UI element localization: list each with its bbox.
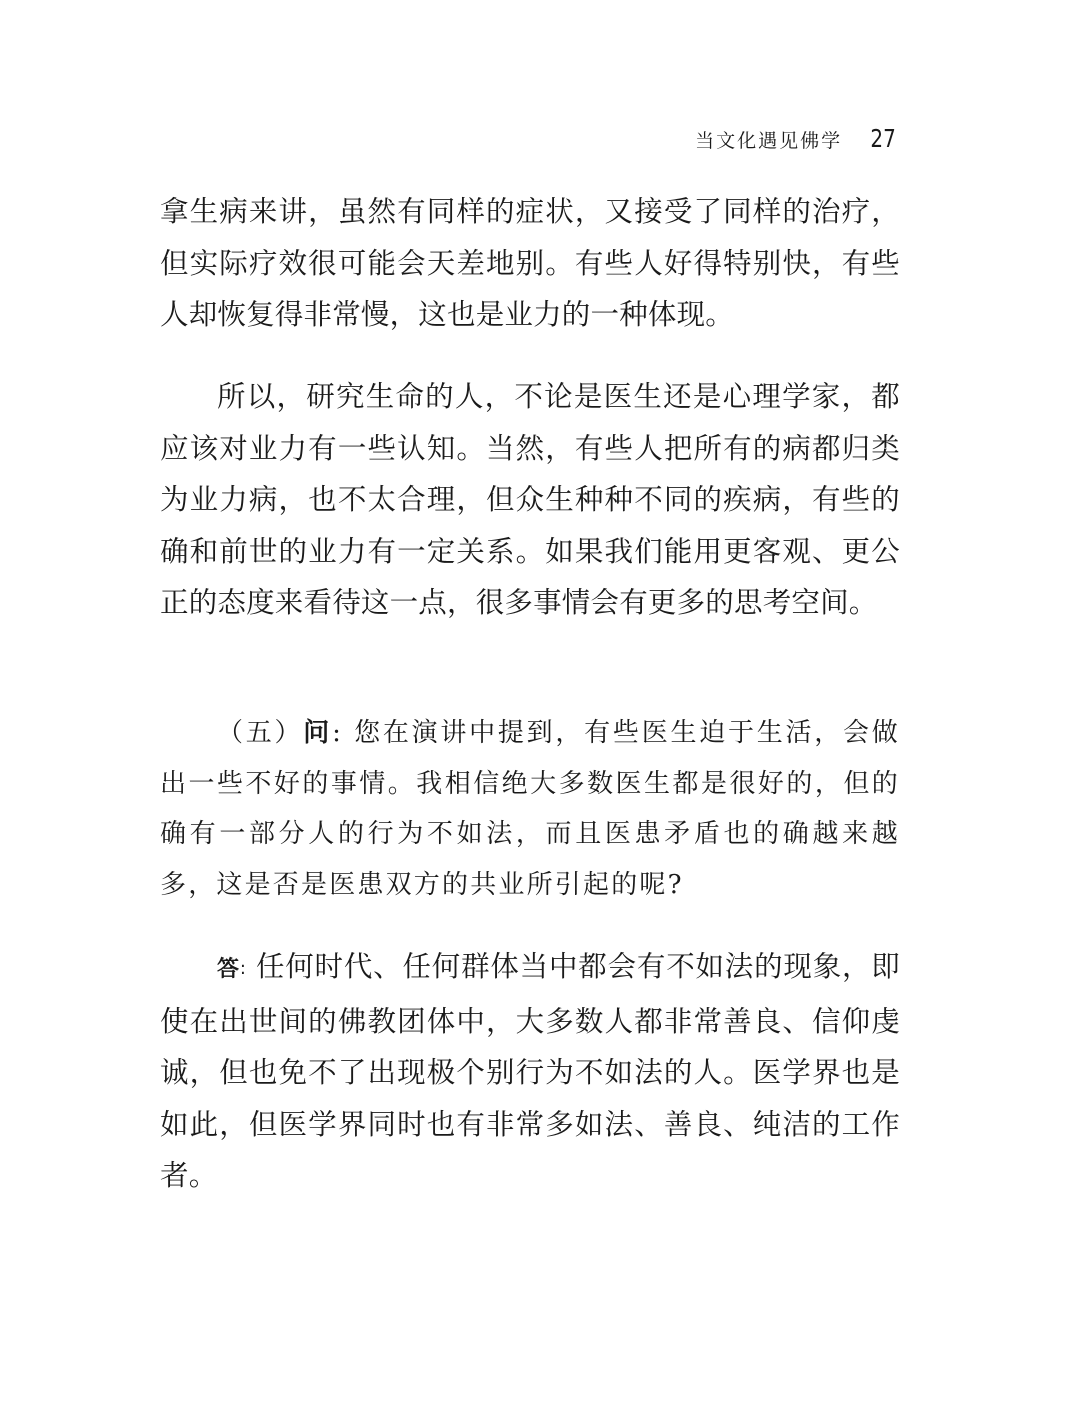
page-number: 27 [870,124,896,153]
answer-paragraph [160,941,900,1202]
question-paragraph [160,708,900,910]
question-colon: : [332,718,344,748]
paragraph-1-block [160,186,900,341]
header-title: 当文化遇见佛学 [695,130,843,152]
paragraph-2-block [160,371,900,629]
running-header [695,124,896,153]
question-number: （五） [217,718,304,748]
answer-colon: : [239,958,247,979]
answer-marker: 答 [217,956,240,982]
question-block [160,708,900,910]
question-marker: 问 [303,718,333,748]
question-text: 您在演讲中提到，有些医生迫于生活，会做出一些不好的事情。我相信绝大多数医生都是很好的，但的确有一部分人的行为不如法，而且医患矛盾也的确越来越多，这是否是医患双方的共业所引起的呢? [160,718,900,900]
paragraph-2: 所以，研究生命的人，不论是医生还是心理学家，都应该对业力有一些认知。当然，有些人把所有的病都归类为业力病，也不太合理，但众生种种不同的疾病，有些的确和前世的业力有一定关系。如果我们能用更客观、更公正的态度来看待这一点，很多事情会有更多的思考空间。 [160,380,900,619]
answer-text: 任何时代、任何群体当中都会有不如法的现象，即使在出世间的佛教团体中，大多数人都非常善良、信仰虔诚，但也免不了出现极个别行为不如法的人。医学界也是如此，但医学界同时也有非常多如法、善良、纯洁的工作者。 [160,950,901,1192]
answer-block [160,941,900,1202]
paragraph-1: 拿生病来讲，虽然有同样的症状，又接受了同样的治疗，但实际疗效很可能会天差地别。有些人好得特别快，有些人却恢复得非常慢，这也是业力的一种体现。 [160,195,900,331]
